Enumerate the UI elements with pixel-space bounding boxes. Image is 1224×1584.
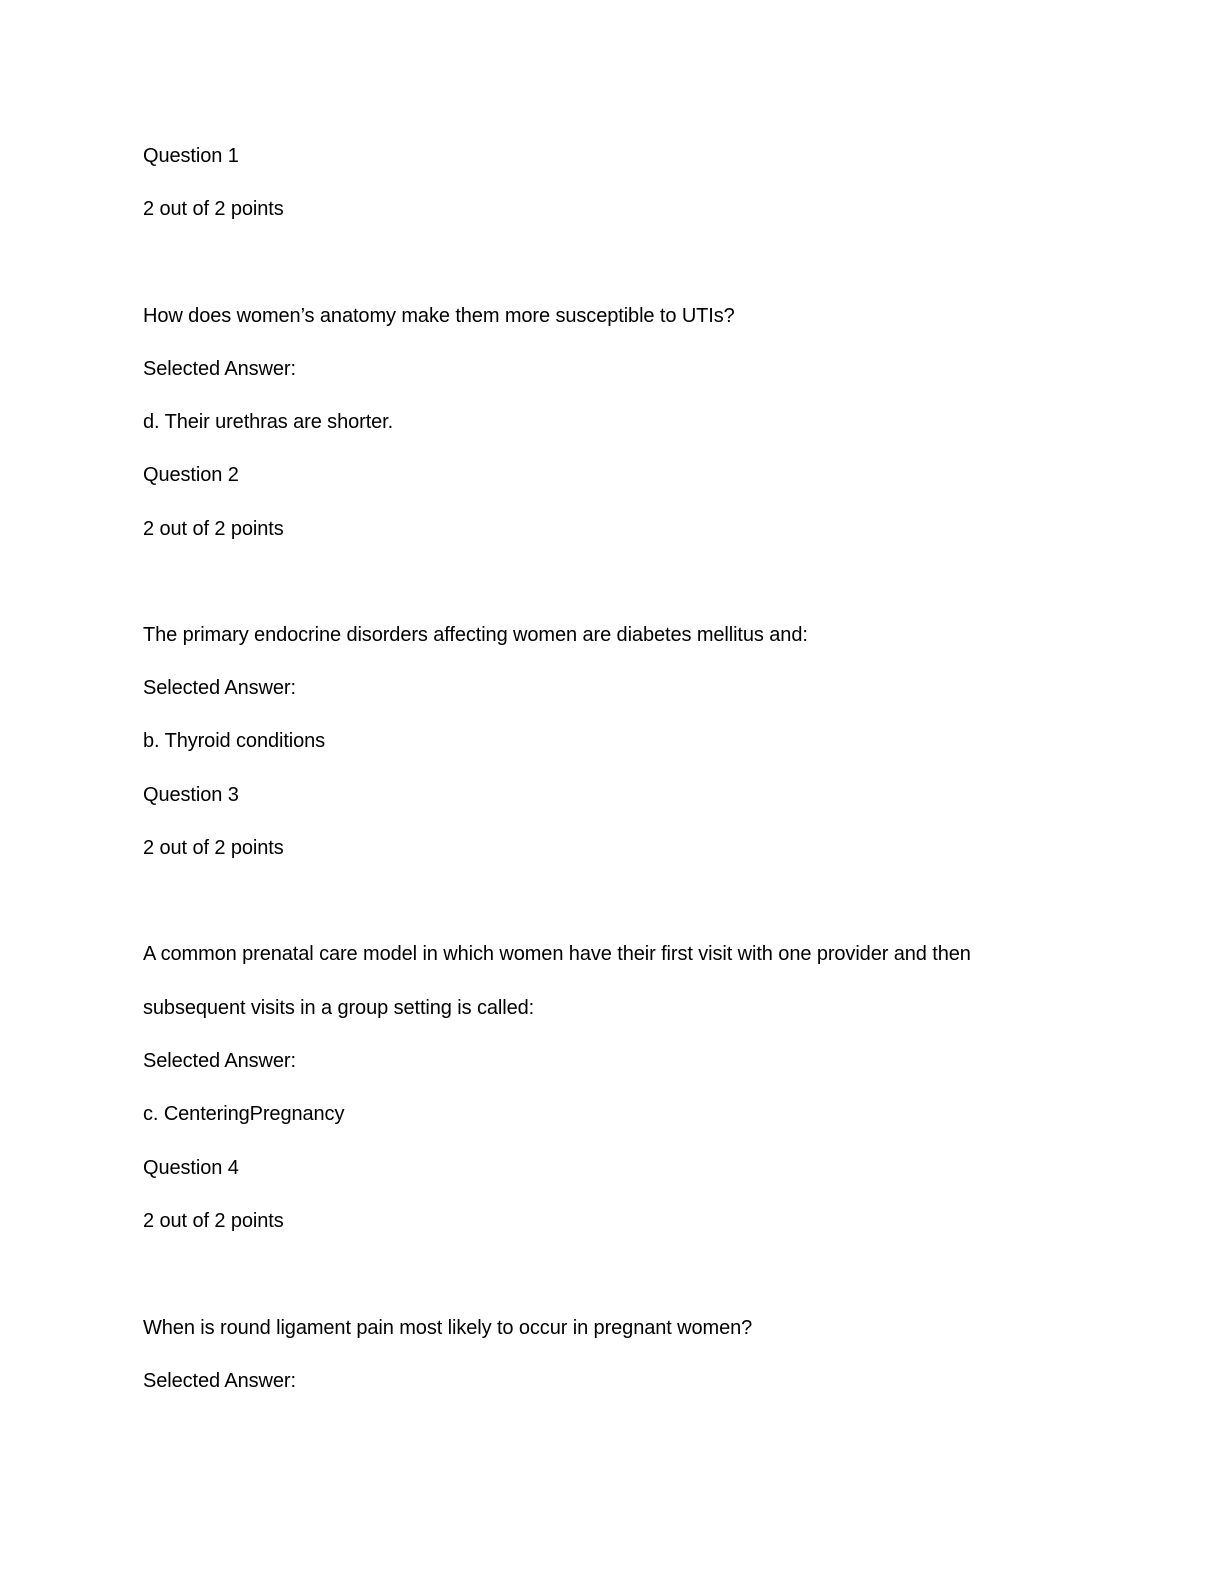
- question-4-points: 2 out of 2 points: [143, 1210, 284, 1232]
- question-4-label: Question 4: [143, 1157, 239, 1179]
- question-3-selected-answer-label: Selected Answer:: [143, 1050, 296, 1072]
- question-1-selected-answer-label: Selected Answer:: [143, 358, 296, 380]
- question-1-answer: d. Their urethras are shorter.: [143, 411, 394, 433]
- question-2-prompt: The primary endocrine disorders affecting women are diabetes mellitus and:: [143, 624, 808, 646]
- question-3-points: 2 out of 2 points: [143, 837, 284, 859]
- question-1-points: 2 out of 2 points: [143, 198, 284, 220]
- question-2-points: 2 out of 2 points: [143, 518, 284, 540]
- question-1-prompt: How does women’s anatomy make them more susceptible to UTIs?: [143, 305, 735, 327]
- question-3-prompt-line-1: A common prenatal care model in which women have their first visit with one provider and then: [143, 943, 971, 965]
- question-2-label: Question 2: [143, 464, 239, 486]
- question-2-answer: b. Thyroid conditions: [143, 730, 326, 752]
- question-2-selected-answer-label: Selected Answer:: [143, 677, 296, 699]
- question-4-prompt: When is round ligament pain most likely to occur in pregnant women?: [143, 1317, 753, 1339]
- question-3-label: Question 3: [143, 784, 239, 806]
- question-1-label: Question 1: [143, 145, 239, 167]
- question-3-prompt-line-2: subsequent visits in a group setting is called:: [143, 997, 535, 1019]
- question-3-answer: c. CenteringPregnancy: [143, 1103, 345, 1125]
- question-4-selected-answer-label: Selected Answer:: [143, 1370, 296, 1392]
